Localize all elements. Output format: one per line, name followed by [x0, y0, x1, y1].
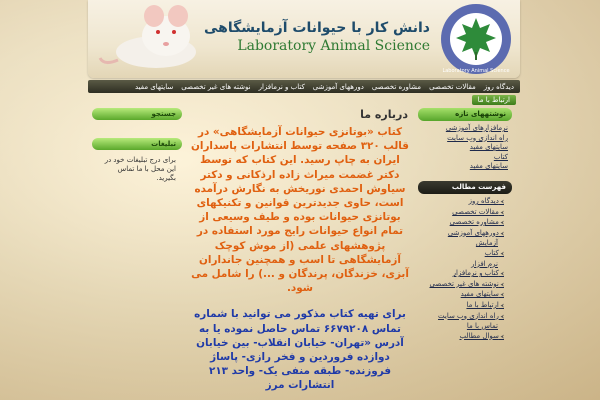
list-item[interactable]: ⮜ کتاب و نرمافزار: [422, 269, 504, 280]
book-purchase-info: برای تهیه کتاب مذکور می توانید با شماره تماس ۶۶۷۹۲۰۸ تماس حاصل نموده یا به آدرس «تهران- خیابان انقلاب- بین خیابان دوازده فروردین و فخر رازی- پاساژ فروزنده- طبقه منفی یک- واحد ۲۱۳ انتشارات مرز: [194, 308, 406, 392]
list-item[interactable]: ⮜ نوشته های غیر تخصصی: [422, 280, 504, 291]
right-sidebar: [418, 108, 512, 345]
search-area[interactable]: [92, 120, 182, 138]
toc-list: [418, 194, 512, 345]
list-item[interactable]: ⮜ سایتهای مفید: [422, 290, 504, 301]
nav-item-courses[interactable]: دورههای آموزشی: [312, 82, 364, 91]
list-item[interactable]: ⮜ مشاوره تخصصی: [422, 218, 504, 229]
lab-mouse-image: [96, 2, 216, 72]
nav-item-articles[interactable]: مقالات تخصصی: [429, 82, 476, 91]
list-item[interactable]: ⮜ سوال مطالب: [422, 332, 504, 343]
list-item[interactable]: راه اندازی وب سایت: [447, 133, 508, 142]
list-item[interactable]: ⮜ راه اندازی وب سایت: [422, 312, 504, 323]
book-description: کتاب «بوتانزی حیوانات آزمایشگاهی» در قالب ۳۲۰ صفحه توسط انتشارات پاسداران ایران به چاپ رسید. این کتاب که توسط دکتر غضمت میراث زاده ارذکانی و دکتر سیاوش احمدی نوریخش به نگارش درآمده است، حاوی جدیدترین قوانین و تکنیکهای بوتانزی حیوانات بوده و طیف وسیعی از تمام انواع حیوانات رایج مورد استفاده در پژوهشهای علمی (از موش کوچک آزمایشگاهی تا اسب و همچنین جانداران آبزی، خزندگان، پرندگان و ...) را شامل می شود.: [191, 126, 409, 295]
list-item[interactable]: ⮜ مقالات تخصصی: [422, 208, 504, 219]
nav-item-consulting[interactable]: مشاوره تخصصی: [371, 82, 422, 91]
main-content: [188, 108, 412, 393]
site-title-fa: دانش کار با حیوانات آزمایشگاهی: [203, 20, 430, 36]
main-nav: [88, 80, 520, 93]
new-posts-list: [418, 121, 512, 175]
page-title: درباره ما: [360, 108, 408, 121]
site-header: [88, 0, 520, 78]
new-posts-header: نوشتههای تازه: [418, 108, 512, 121]
list-item[interactable]: ⮜ ارتباط با ما: [422, 301, 504, 312]
nav-item-non-specialist[interactable]: نوشته های غیر تخصصی: [181, 82, 251, 91]
list-item[interactable]: ⮜ دورههای آموزشی: [422, 229, 504, 240]
search-header: جستجو: [92, 108, 182, 120]
nav-item-books-software[interactable]: کتاب و نرمافزار: [258, 82, 305, 91]
list-item[interactable]: ⮜ دیدگاه روز: [422, 197, 504, 208]
nav-item-today-view[interactable]: دیدگاه روز: [483, 82, 514, 91]
ads-text: برای درج تبلیغات خود در این محل با ما تماس بگیرید.: [104, 156, 176, 182]
left-sidebar: [92, 108, 182, 183]
breadcrumb-bar: [88, 95, 520, 105]
list-item[interactable]: کتاب: [493, 152, 508, 161]
logo-text: Laboratory Animal Science: [442, 68, 510, 74]
list-item[interactable]: سایتهای مفید: [469, 143, 508, 152]
contact-us-button[interactable]: ارتباط با ما: [472, 95, 516, 105]
list-item[interactable]: تماس با ما: [466, 322, 498, 331]
list-item[interactable]: ⮜ کتاب: [422, 249, 504, 260]
toc-header: فهرست مطالب: [418, 181, 512, 194]
list-item[interactable]: سایتهای مفید: [469, 162, 508, 171]
list-item[interactable]: نرمافزارهای آموزشی: [445, 124, 508, 132]
site-logo-icon: [438, 2, 514, 76]
nav-item-useful-sites[interactable]: سایتهای مفید: [135, 82, 174, 91]
ads-header: تبلیغات: [92, 138, 182, 150]
list-item[interactable]: آزمایش: [475, 239, 498, 248]
list-item[interactable]: نرم افزار: [471, 259, 498, 268]
site-title-en: Laboratory Animal Science: [237, 38, 430, 54]
